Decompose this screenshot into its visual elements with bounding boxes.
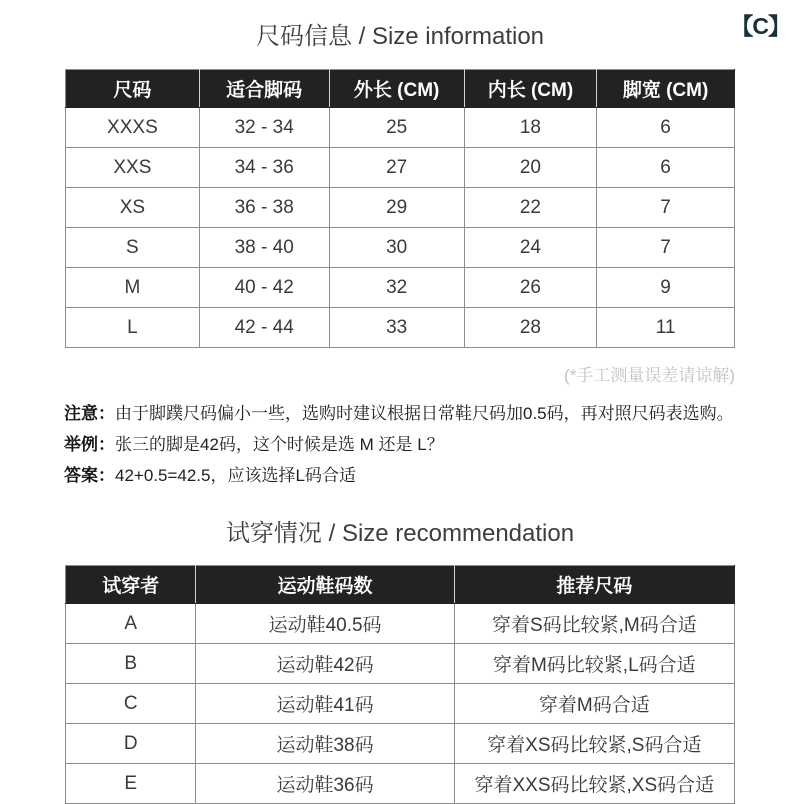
note-example-text: 张三的脚是42码，这个时候是选 M 还是 L？ — [115, 435, 444, 454]
table-cell: 6 — [597, 148, 735, 188]
table-row — [66, 604, 735, 644]
header-cell-foot-width: 脚宽 (CM) — [597, 70, 735, 108]
table-row — [66, 268, 735, 308]
note-attention-text: 由于脚蹼尺码偏小一些，选购时建议根据日常鞋尺码加0.5码，再对照尺码表选购。 — [115, 404, 734, 423]
table-cell: 38 - 40 — [199, 228, 329, 268]
table-cell: C — [66, 684, 196, 724]
table-cell: 20 — [464, 148, 596, 188]
table-cell: 穿着M码合适 — [454, 684, 734, 724]
notes-block — [64, 403, 736, 487]
table-row — [66, 108, 735, 148]
table-cell: 28 — [464, 308, 596, 348]
table-cell: 26 — [464, 268, 596, 308]
table-cell: 32 - 34 — [199, 108, 329, 148]
table-cell: 22 — [464, 188, 596, 228]
table-row — [66, 188, 735, 228]
table-cell: 36 - 38 — [199, 188, 329, 228]
table-cell: 25 — [329, 108, 464, 148]
size-recommendation-title: 试穿情况 / Size recommendation — [225, 520, 575, 547]
header-cell-tester: 试穿者 — [66, 566, 196, 604]
table-cell: 运动鞋42码 — [196, 644, 454, 684]
table-cell: 24 — [464, 228, 596, 268]
table-cell: L — [66, 308, 200, 348]
table-row — [66, 684, 735, 724]
table-cell: 40 - 42 — [199, 268, 329, 308]
table-row — [66, 228, 735, 268]
table-cell: 7 — [597, 228, 735, 268]
table-cell: 18 — [464, 108, 596, 148]
table-cell: 运动鞋36码 — [196, 764, 454, 804]
table-row — [66, 308, 735, 348]
size-info-title: 尺码信息 / Size information — [255, 23, 545, 50]
table-cell: 27 — [329, 148, 464, 188]
table-cell: 30 — [329, 228, 464, 268]
table-cell: 运动鞋38码 — [196, 724, 454, 764]
table-cell: 穿着M码比较紧,L码合适 — [454, 644, 734, 684]
table-cell: XXS — [66, 148, 200, 188]
table-cell: E — [66, 764, 196, 804]
table-cell: M — [66, 268, 200, 308]
table-cell: 运动鞋41码 — [196, 684, 454, 724]
manual-measure-note: (*手工测量误差请谅解) — [564, 366, 735, 385]
table-cell: 42 - 44 — [199, 308, 329, 348]
table-cell: 34 - 36 — [199, 148, 329, 188]
table-row — [66, 724, 735, 764]
table-cell: 11 — [597, 308, 735, 348]
header-cell-recommended-size: 推荐尺码 — [454, 566, 734, 604]
table-cell: 穿着XS码比较紧,S码合适 — [454, 724, 734, 764]
header-cell-size: 尺码 — [66, 70, 200, 108]
note-example — [64, 434, 736, 456]
note-example-label: 举例： — [64, 435, 115, 454]
table-cell: D — [66, 724, 196, 764]
header-cell-sneaker-size: 运动鞋码数 — [196, 566, 454, 604]
table-cell: 运动鞋40.5码 — [196, 604, 454, 644]
table-cell: 6 — [597, 108, 735, 148]
table-cell: 穿着XXS码比较紧,XS码合适 — [454, 764, 734, 804]
table-cell: 穿着S码比较紧,M码合适 — [454, 604, 734, 644]
table-cell: 33 — [329, 308, 464, 348]
table-row — [66, 644, 735, 684]
table-cell: 29 — [329, 188, 464, 228]
note-answer-label: 答案： — [64, 466, 115, 485]
header-cell-inner-length: 内长 (CM) — [464, 70, 596, 108]
table-row — [66, 764, 735, 804]
header-cell-outer-length: 外长 (CM) — [329, 70, 464, 108]
recommendation-table-header-row — [66, 566, 735, 604]
size-recommendation-table — [65, 565, 735, 804]
note-answer — [64, 465, 736, 487]
note-attention — [64, 403, 736, 425]
size-info-table — [65, 69, 735, 348]
corner-badge: 【C】 — [730, 13, 790, 39]
size-table-header-row — [66, 70, 735, 108]
table-cell: XS — [66, 188, 200, 228]
table-cell: B — [66, 644, 196, 684]
table-cell: A — [66, 604, 196, 644]
note-answer-text: 42+0.5=42.5，应该选择L码合适 — [115, 466, 356, 485]
table-cell: S — [66, 228, 200, 268]
table-cell: 9 — [597, 268, 735, 308]
note-attention-label: 注意： — [64, 404, 115, 423]
table-cell: 32 — [329, 268, 464, 308]
table-cell: 7 — [597, 188, 735, 228]
table-row — [66, 148, 735, 188]
table-cell: XXXS — [66, 108, 200, 148]
header-cell-fit-foot-size: 适合脚码 — [199, 70, 329, 108]
